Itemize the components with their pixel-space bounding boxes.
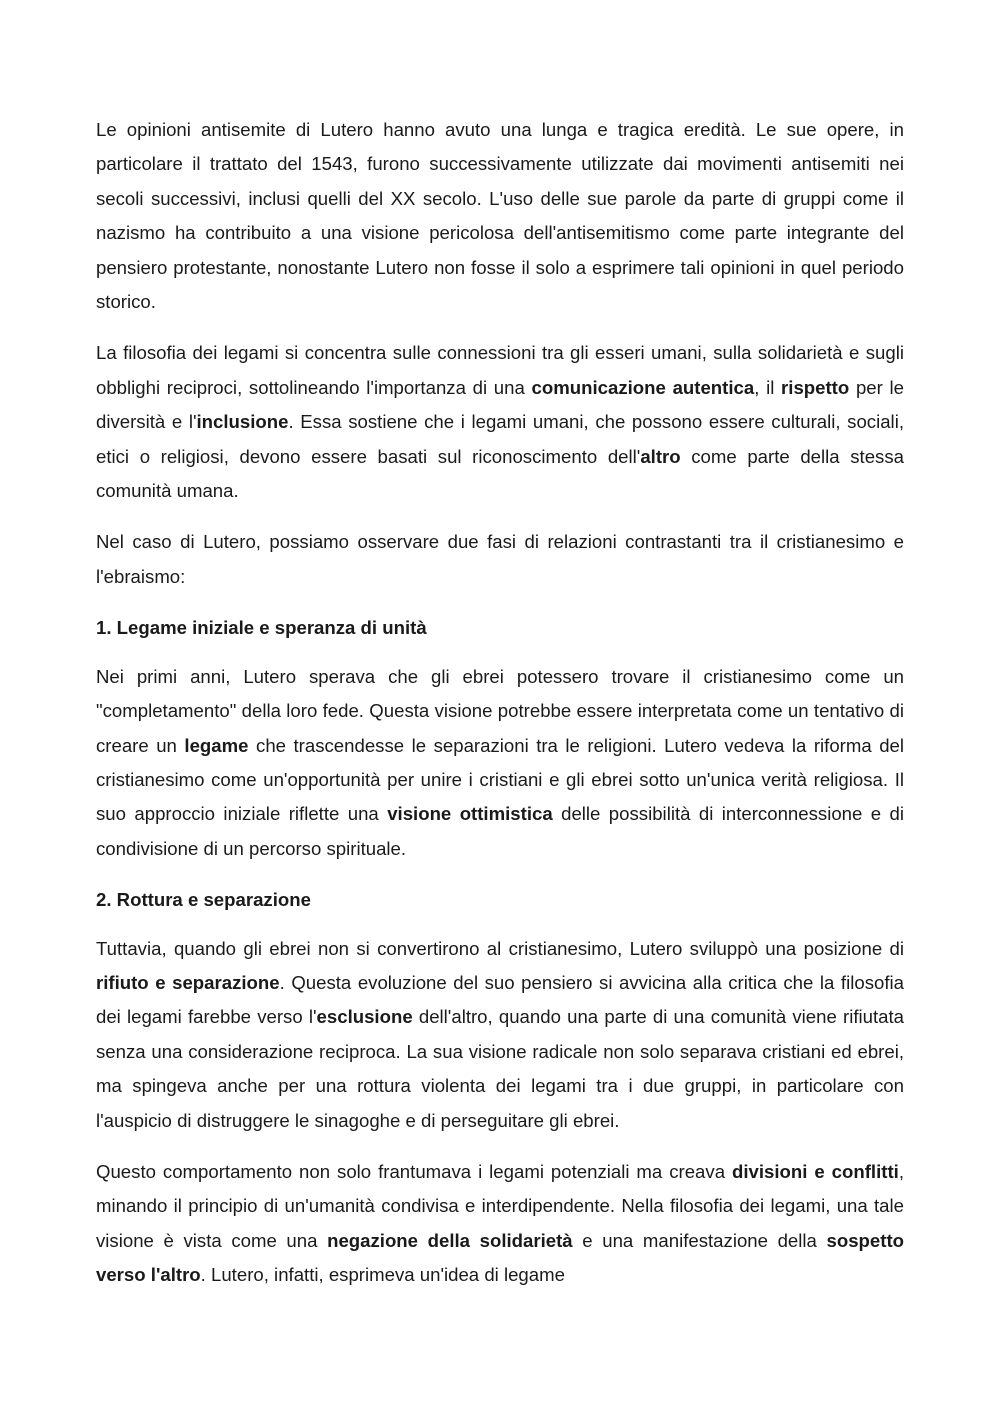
bold-phrase: negazione della solidarietà [327,1229,573,1251]
text-run: Le opinioni antisemite di Lutero hanno avuto una lunga e tragica eredità. Le sue opere, in particolare il trattato del 1543, furono successivamente utilizzate dai movimenti antisemiti nei secoli successivi, inclusi quelli del XX secolo. L'uso delle sue parole da parte di gruppi come il nazismo ha contribuito a una visione pericolosa dell'antisemitismo come parte integrante del pensiero protestante, nonostante Lutero non fosse il solo a esprimere tali opinioni in quel periodo storico. [96,119,904,313]
text-run: . Lutero, infatti, esprimeva un'idea di legame [200,1264,565,1286]
text-run: che trascendesse le separazioni tra le religioni. Lutero vedeva la riforma del cristianesimo come un'opportunità per unire i cristiani e gli ebrei sotto un'unica verità religiosa. Il suo approccio iniziale riflette una [96,734,905,825]
text-run: delle possibilità di interconnessione e di condivisione di un percorso spirituale. [96,803,904,859]
bold-phrase: divisioni e conflitti [732,1160,899,1182]
text-run: , minando il principio di un'umanità condivisa e interdipendente. Nella filosofia dei legami, una tale visione è vista come una [96,1160,904,1251]
text-run: , il [754,376,782,398]
text-run: La filosofia dei legami si concentra sulle connessioni tra gli esseri umani, sulla solidarietà e sugli obblighi reciproci, sottolineando l'importanza di una [96,342,904,398]
body-paragraph [96,525,904,594]
section-heading [96,611,904,645]
text-run: Nel caso di Lutero, possiamo osservare due fasi di relazioni contrastanti tra il cristianesimo e l'ebraismo: [96,531,904,587]
text-run: Questo comportamento non solo frantumava i legami potenziali ma creava [96,1160,732,1182]
text-run: dell'altro, quando una parte di una comunità viene rifiutata senza una considerazione reciproca. La sua visione radicale non solo separava cristiani ed ebrei, ma spingeva anche per una rottura violenta dei legami tra i due gruppi, in particolare con l'auspicio di distruggere le sinagoghe e di perseguitare gli ebrei. [96,1006,904,1131]
bold-phrase: rispetto [781,376,850,398]
bold-phrase: legame [184,734,249,756]
text-run: . Questa evoluzione del suo pensiero si avvicina alla critica che la filosofia dei legami farebbe verso l' [96,971,904,1028]
section-heading [96,883,904,917]
document-body [96,113,904,1293]
bold-phrase: rifiuto e separazione [96,971,280,993]
text-run: Tuttavia, quando gli ebrei non si convertirono al cristianesimo, Lutero sviluppò una posizione di [96,937,904,959]
body-paragraph [96,113,904,319]
text-run: e una manifestazione della [572,1229,827,1251]
bold-phrase: sospetto verso l'altro [96,1229,904,1286]
text-run: come parte della stessa comunità umana. [96,445,904,502]
bold-phrase: esclusione [316,1006,413,1028]
text-run: per le diversità e l' [96,376,904,433]
bold-phrase: visione ottimistica [387,803,553,825]
body-paragraph [96,932,904,1138]
bold-phrase: 2. Rottura e separazione [96,889,311,911]
body-paragraph [96,660,904,866]
body-paragraph [96,1155,904,1293]
text-run: . Essa sostiene che i legami umani, che possono essere culturali, sociali, etici o religiosi, devono essere basati sul riconoscimento dell' [96,411,904,467]
bold-phrase: 1. Legame iniziale e speranza di unità [96,617,427,639]
body-paragraph [96,336,904,508]
bold-phrase: comunicazione autentica [531,376,755,398]
text-run: Nei primi anni, Lutero sperava che gli ebrei potessero trovare il cristianesimo come un "completamento" della loro fede. Questa visione potrebbe essere interpretata come un tentativo di creare un [96,665,904,756]
bold-phrase: inclusione [196,411,289,433]
bold-phrase: altro [640,445,681,467]
